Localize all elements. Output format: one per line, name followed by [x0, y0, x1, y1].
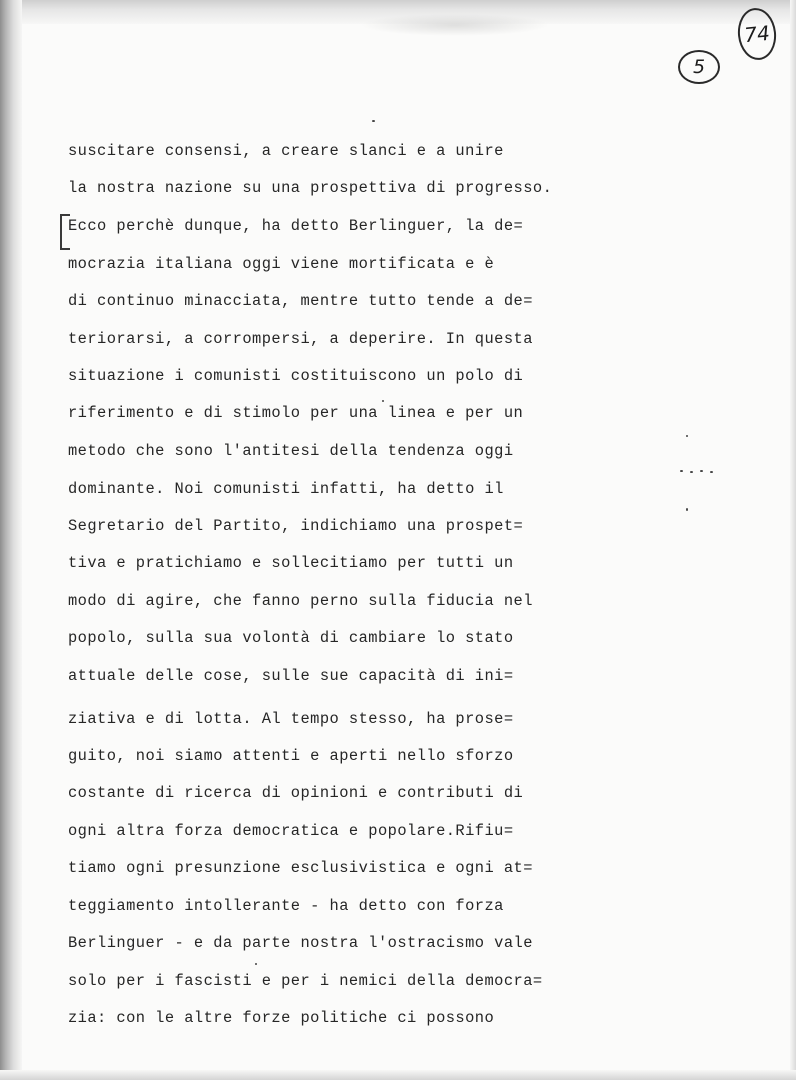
scan-speck: [700, 470, 703, 472]
scan-right-edge: [790, 0, 796, 1080]
text-line: mocrazia italiana oggi viene mortificata e è: [68, 255, 495, 273]
text-line: modo di agire, che fanno perno sulla fiducia nel: [68, 592, 533, 610]
text-line: costante di ricerca di opinioni e contributi di: [68, 784, 524, 802]
text-line: guito, noi siamo attenti e aperti nello sforzo: [68, 747, 514, 765]
text-line: dominante. Noi comunisti infatti, ha detto il: [68, 480, 504, 498]
scan-speck: [710, 471, 713, 473]
scan-smudge: [360, 14, 550, 36]
text-line: zia: con le altre forze politiche ci possono: [68, 1009, 495, 1027]
scan-speck: [372, 120, 375, 122]
scan-speck: [686, 508, 688, 511]
scan-speck: [680, 470, 683, 472]
text-line: la nostra nazione su una prospettiva di progresso.: [68, 179, 553, 197]
text-line: ziativa e di lotta. Al tempo stesso, ha prose=: [68, 710, 514, 728]
text-line: tiamo ogni presunzione esclusivistica e ogni at=: [68, 859, 533, 877]
scan-left-edge: [0, 0, 22, 1080]
scan-speck: [255, 963, 257, 965]
text-line: attuale delle cose, sulle sue capacità di ini=: [68, 667, 514, 685]
text-line: teggiamento intollerante - ha detto con forza: [68, 897, 504, 915]
text-line: di continuo minacciata, mentre tutto tende a de=: [68, 292, 533, 310]
handwritten-page-number-corner: 74: [735, 6, 778, 62]
scan-speck: [382, 400, 384, 402]
text-line: popolo, sulla sua volontà di cambiare lo stato: [68, 629, 514, 647]
text-line: metodo che sono l'antitesi della tendenza oggi: [68, 442, 514, 460]
text-line: Segretario del Partito, indichiamo una prospet=: [68, 517, 524, 535]
handwritten-page-number-circled: 5: [678, 50, 720, 84]
text-line: riferimento e di stimolo per una linea e per un: [68, 404, 524, 422]
scan-speck: [686, 435, 688, 437]
text-line: teriorarsi, a corrompersi, a deperire. In questa: [68, 330, 533, 348]
scan-speck: [690, 471, 693, 473]
text-line: Ecco perchè dunque, ha detto Berlinguer, la de=: [68, 217, 524, 235]
text-line: solo per i fascisti e per i nemici della democra=: [68, 972, 543, 990]
text-line: suscitare consensi, a creare slanci e a unire: [68, 142, 504, 160]
text-line: tiva e pratichiamo e sollecitiamo per tutti un: [68, 554, 514, 572]
scan-bottom-edge: [0, 1070, 796, 1080]
text-line: ogni altra forza democratica e popolare.Rifiu=: [68, 822, 514, 840]
text-line: Berlinguer - e da parte nostra l'ostracismo vale: [68, 934, 533, 952]
text-line: situazione i comunisti costituiscono un polo di: [68, 367, 524, 385]
